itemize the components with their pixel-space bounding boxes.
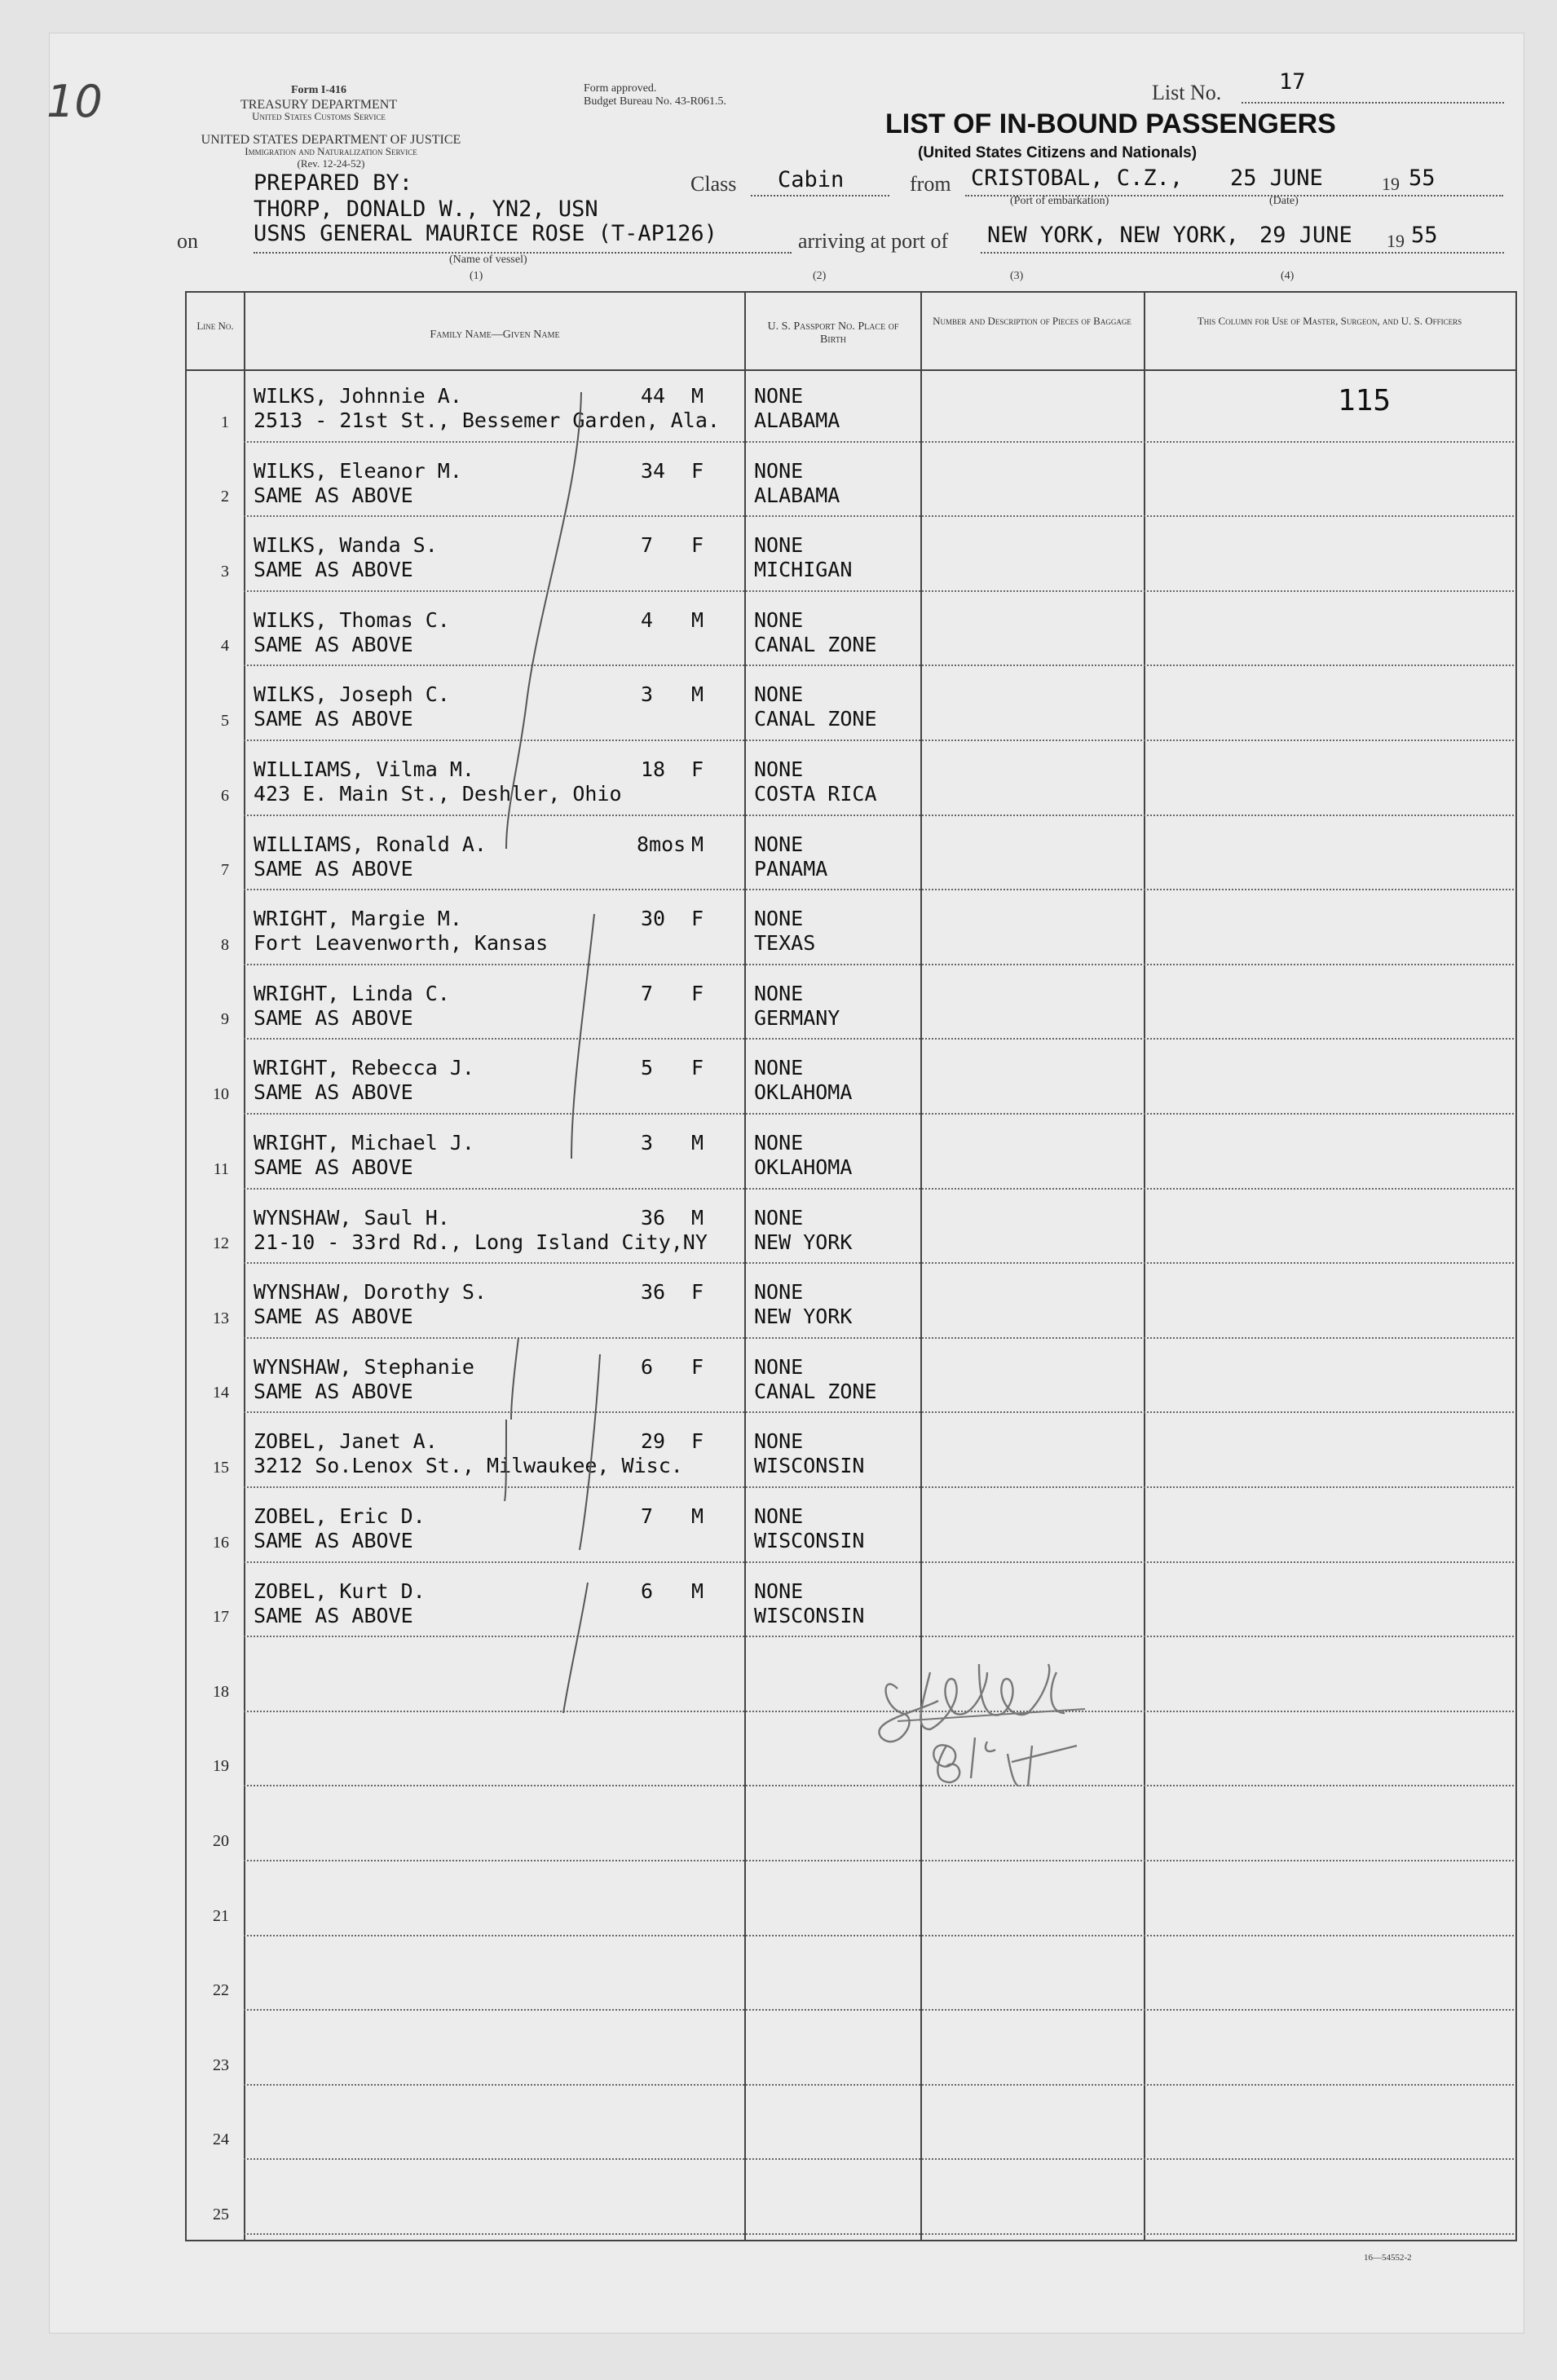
passenger-sex: M xyxy=(691,1131,704,1155)
line-number: 9 xyxy=(221,1010,229,1029)
passenger-sex: M xyxy=(691,682,704,707)
port-of-embarkation-caption: (Port of embarkation) xyxy=(1010,195,1109,207)
passenger-sex: F xyxy=(691,1354,704,1379)
row-rule xyxy=(244,2233,1514,2235)
place-of-birth: CANAL ZONE xyxy=(754,632,877,656)
passenger-age: 29 xyxy=(641,1429,666,1454)
passenger-name: WYNSHAW, Saul H. xyxy=(254,1205,450,1230)
place-of-birth: MICHIGAN xyxy=(754,558,853,582)
col-header-line-no: Line No. xyxy=(196,320,234,332)
passport-number: NONE xyxy=(754,1131,804,1155)
line-number: 21 xyxy=(213,1906,229,1925)
arrival-year[interactable]: 55 xyxy=(1411,223,1438,248)
line-number: 14 xyxy=(213,1384,229,1402)
col-marker-1: (1) xyxy=(470,270,483,282)
footer-code: 16—54552-2 xyxy=(1364,2253,1412,2263)
passenger-name: WYNSHAW, Dorothy S. xyxy=(254,1280,487,1305)
row-rule xyxy=(244,1188,1514,1190)
line-number: 11 xyxy=(213,1159,229,1178)
passenger-address: SAME AS ABOVE xyxy=(254,1080,413,1105)
officer-number: 115 xyxy=(1338,384,1392,417)
form-number: Form I-416 xyxy=(290,84,347,96)
passenger-sex: F xyxy=(691,1280,704,1305)
line-number: 19 xyxy=(213,1757,229,1776)
vessel-name[interactable]: USNS GENERAL MAURICE ROSE (T-AP126) xyxy=(254,221,717,246)
revision-date: (Rev. 12-24-52) xyxy=(297,157,365,170)
passenger-sex: M xyxy=(691,1205,704,1230)
passenger-age: 34 xyxy=(641,458,666,483)
passport-number: NONE xyxy=(754,757,804,781)
department-of-justice: UNITED STATES DEPARTMENT OF JUSTICE xyxy=(201,133,461,147)
passport-number: NONE xyxy=(754,1205,804,1230)
passport-number: NONE xyxy=(754,1354,804,1379)
ins-service: Immigration and Naturalization Service xyxy=(245,145,417,157)
line-number: 20 xyxy=(213,1832,229,1850)
passenger-address: SAME AS ABOVE xyxy=(254,632,413,656)
passenger-list-form xyxy=(46,33,1524,2334)
passport-number: NONE xyxy=(754,384,804,408)
passenger-sex: M xyxy=(691,1579,704,1603)
row-rule xyxy=(244,515,1514,517)
passenger-name: WILLIAMS, Ronald A. xyxy=(254,832,487,856)
from-year-prefix: 19 xyxy=(1382,174,1400,194)
passport-number: NONE xyxy=(754,533,804,558)
line-number: 5 xyxy=(221,712,229,730)
passenger-sex: F xyxy=(691,533,704,558)
row-rule xyxy=(244,1935,1514,1936)
passenger-name: ZOBEL, Janet A. xyxy=(254,1429,438,1454)
passport-number: NONE xyxy=(754,607,804,632)
passenger-address: SAME AS ABOVE xyxy=(254,856,413,881)
row-rule xyxy=(244,590,1514,592)
passenger-address: SAME AS ABOVE xyxy=(254,1603,413,1627)
arrival-line xyxy=(981,252,1504,254)
passenger-name: WILLIAMS, Vilma M. xyxy=(254,757,474,781)
passenger-name: WILKS, Johnnie A. xyxy=(254,384,462,408)
row-rule xyxy=(244,2084,1514,2086)
passenger-address: SAME AS ABOVE xyxy=(254,1529,413,1552)
line-number: 17 xyxy=(213,1608,229,1627)
line-number: 22 xyxy=(213,1981,229,2000)
line-number: 25 xyxy=(213,2206,229,2223)
row-rule xyxy=(244,2158,1514,2160)
passenger-name: ZOBEL, Kurt D. xyxy=(254,1579,426,1603)
arrival-port[interactable]: NEW YORK, NEW YORK, xyxy=(987,223,1239,248)
passenger-name: WILKS, Thomas C. xyxy=(254,607,450,632)
passenger-sex: M xyxy=(691,384,704,408)
row-rule xyxy=(244,441,1514,443)
place-of-birth: TEXAS xyxy=(754,931,816,956)
passenger-name: WILKS, Joseph C. xyxy=(254,682,450,707)
col-marker-2: (2) xyxy=(813,270,827,282)
row-rule xyxy=(244,964,1514,965)
passenger-address: 423 E. Main St., Deshler, Ohio xyxy=(254,782,622,806)
arrival-date[interactable]: 29 JUNE xyxy=(1259,223,1352,248)
passenger-age: 4 xyxy=(641,607,654,632)
passenger-address: SAME AS ABOVE xyxy=(254,483,413,507)
place-of-birth: ALABAMA xyxy=(754,483,840,507)
passenger-age: 7 xyxy=(641,981,654,1005)
passenger-age: 36 xyxy=(641,1205,666,1230)
passenger-name: WYNSHAW, Stephanie xyxy=(254,1354,474,1379)
list-no-value[interactable]: 17 xyxy=(1279,69,1306,95)
row-rule xyxy=(244,1561,1514,1563)
from-label: from xyxy=(910,172,951,196)
class-value[interactable]: Cabin xyxy=(778,167,845,192)
passenger-name: WRIGHT, Michael J. xyxy=(254,1131,474,1155)
passenger-age: 7 xyxy=(641,533,654,558)
passenger-age: 6 xyxy=(641,1354,654,1379)
form-approved: Form approved. xyxy=(584,82,657,95)
row-rule xyxy=(244,815,1514,816)
form-title: LIST OF IN-BOUND PASSENGERS xyxy=(885,108,1336,139)
passenger-name: ZOBEL, Eric D. xyxy=(254,1504,426,1528)
passport-number: NONE xyxy=(754,1056,804,1080)
passenger-address: Fort Leavenworth, Kansas xyxy=(254,931,549,956)
line-number: 10 xyxy=(213,1085,229,1103)
class-label: Class xyxy=(690,172,737,196)
line-number: 6 xyxy=(221,786,229,805)
col-marker-4: (4) xyxy=(1281,270,1295,282)
passenger-address: SAME AS ABOVE xyxy=(254,1155,413,1179)
passport-number: NONE xyxy=(754,1280,804,1305)
from-year[interactable]: 55 xyxy=(1409,166,1436,191)
row-rule xyxy=(244,740,1514,741)
place-of-birth: NEW YORK xyxy=(754,1305,853,1329)
passenger-sex: M xyxy=(691,607,704,632)
row-rule xyxy=(244,1337,1514,1339)
place-of-birth: CANAL ZONE xyxy=(754,1379,877,1403)
col-divider-name xyxy=(744,291,746,2240)
row-rule xyxy=(244,1860,1514,1861)
passport-number: NONE xyxy=(754,832,804,856)
passport-number: NONE xyxy=(754,907,804,931)
place-of-birth: CANAL ZONE xyxy=(754,707,877,731)
passenger-age: 36 xyxy=(641,1280,666,1305)
passenger-address: 2513 - 21st St., Bessemer Garden, Ala. xyxy=(254,408,720,432)
passenger-age: 8mos xyxy=(637,832,686,856)
passenger-address: SAME AS ABOVE xyxy=(254,1005,413,1030)
place-of-birth: WISCONSIN xyxy=(754,1603,865,1627)
passport-number: NONE xyxy=(754,1504,804,1528)
col-header-passport: U. S. Passport No. Place of Birth xyxy=(767,320,899,347)
row-rule xyxy=(244,1411,1514,1413)
from-date[interactable]: 25 JUNE xyxy=(1230,166,1323,191)
list-no-line xyxy=(1242,102,1504,104)
place-of-birth: COSTA RICA xyxy=(754,782,877,806)
passenger-address: SAME AS ABOVE xyxy=(254,558,413,582)
line-number: 1 xyxy=(221,413,229,431)
line-number: 13 xyxy=(213,1309,229,1327)
passenger-address: SAME AS ABOVE xyxy=(254,707,413,731)
line-number: 24 xyxy=(213,2131,229,2149)
passenger-name: WRIGHT, Margie M. xyxy=(254,907,462,931)
line-number: 3 xyxy=(221,562,229,581)
passenger-address: 3212 So.Lenox St., Milwaukee, Wisc. xyxy=(254,1454,683,1478)
passenger-age: 7 xyxy=(641,1504,654,1528)
passenger-age: 3 xyxy=(641,1131,654,1155)
passport-number: NONE xyxy=(754,1429,804,1454)
passport-number: NONE xyxy=(754,458,804,483)
passenger-sex: F xyxy=(691,1056,704,1080)
on-label: on xyxy=(177,229,198,253)
line-number: 2 xyxy=(221,488,229,506)
passenger-address: SAME AS ABOVE xyxy=(254,1379,413,1403)
passenger-sex: F xyxy=(691,981,704,1005)
line-number: 7 xyxy=(221,861,229,880)
margin-note: 10 xyxy=(46,76,103,127)
col-header-baggage: Number and Description of Pieces of Baggage xyxy=(933,315,1131,327)
treasury-department: TREASURY DEPARTMENT xyxy=(240,98,398,112)
passenger-sex: F xyxy=(691,757,704,781)
passenger-age: 44 xyxy=(641,384,666,408)
passenger-address: SAME AS ABOVE xyxy=(254,1305,413,1329)
place-of-birth: OKLAHOMA xyxy=(754,1155,853,1179)
passenger-name: WRIGHT, Rebecca J. xyxy=(254,1056,474,1080)
passport-number: NONE xyxy=(754,682,804,707)
passport-number: NONE xyxy=(754,1579,804,1603)
passenger-age: 30 xyxy=(641,907,666,931)
line-number: 16 xyxy=(213,1533,229,1552)
passenger-sex: F xyxy=(691,1429,704,1454)
customs-service: United States Customs Service xyxy=(252,110,386,122)
row-rule xyxy=(244,1113,1514,1115)
form-subtitle: (United States Citizens and Nationals) xyxy=(918,144,1198,161)
passenger-sex: M xyxy=(691,1504,704,1528)
header-rule xyxy=(185,369,1515,371)
col-divider-baggage xyxy=(1144,291,1145,2240)
inspector-signature xyxy=(865,1623,1109,1786)
passenger-name: WILKS, Wanda S. xyxy=(254,533,438,558)
arriving-label: arriving at port of xyxy=(798,229,949,253)
prepared-by-value[interactable]: THORP, DONALD W., YN2, USN xyxy=(254,196,598,222)
passenger-address: 21-10 - 33rd Rd., Long Island City,NY xyxy=(254,1230,708,1254)
row-rule xyxy=(244,889,1514,890)
place-of-birth: GERMANY xyxy=(754,1005,840,1030)
date-caption: (Date) xyxy=(1269,195,1299,207)
line-number: 15 xyxy=(213,1459,229,1477)
vessel-caption: (Name of vessel) xyxy=(449,254,527,266)
line-number: 4 xyxy=(221,637,229,656)
col-header-officers: This Column for Use of Master, Surgeon, and U. S. Officers xyxy=(1197,315,1462,327)
place-of-birth: WISCONSIN xyxy=(754,1454,865,1478)
row-rule xyxy=(244,1262,1514,1264)
passenger-sex: M xyxy=(691,832,704,856)
budget-bureau: Budget Bureau No. 43-R061.5. xyxy=(584,95,726,108)
passenger-age: 3 xyxy=(641,682,654,707)
line-number: 18 xyxy=(213,1682,229,1701)
col-header-name: Family Name—Given Name xyxy=(430,329,560,341)
passenger-age: 6 xyxy=(641,1579,654,1603)
line-number: 12 xyxy=(213,1234,229,1253)
prepared-by-label: PREPARED BY: xyxy=(254,170,413,196)
line-number: 23 xyxy=(213,2055,229,2074)
col-divider-passport xyxy=(920,291,922,2240)
row-rule xyxy=(244,2009,1514,2011)
row-rule xyxy=(244,665,1514,666)
place-of-birth: WISCONSIN xyxy=(754,1529,865,1552)
class-line xyxy=(751,195,889,196)
col-divider-line xyxy=(244,291,245,2240)
list-no-label: List No. xyxy=(1152,81,1222,104)
line-number: 8 xyxy=(221,935,229,954)
passenger-sex: F xyxy=(691,458,704,483)
passenger-sex: F xyxy=(691,907,704,931)
passenger-name: WRIGHT, Linda C. xyxy=(254,981,450,1005)
place-of-birth: ALABAMA xyxy=(754,408,840,432)
place-of-birth: NEW YORK xyxy=(754,1230,853,1254)
place-of-birth: PANAMA xyxy=(754,856,828,881)
row-rule xyxy=(244,1486,1514,1488)
col-marker-3: (3) xyxy=(1010,270,1024,282)
passenger-name: WILKS, Eleanor M. xyxy=(254,458,462,483)
arrival-year-prefix: 19 xyxy=(1387,231,1405,251)
row-rule xyxy=(244,1038,1514,1040)
from-port[interactable]: CRISTOBAL, C.Z., xyxy=(971,166,1184,191)
passenger-table xyxy=(185,291,1517,2241)
passport-number: NONE xyxy=(754,981,804,1005)
passenger-age: 18 xyxy=(641,757,666,781)
passenger-age: 5 xyxy=(641,1056,654,1080)
place-of-birth: OKLAHOMA xyxy=(754,1080,853,1105)
